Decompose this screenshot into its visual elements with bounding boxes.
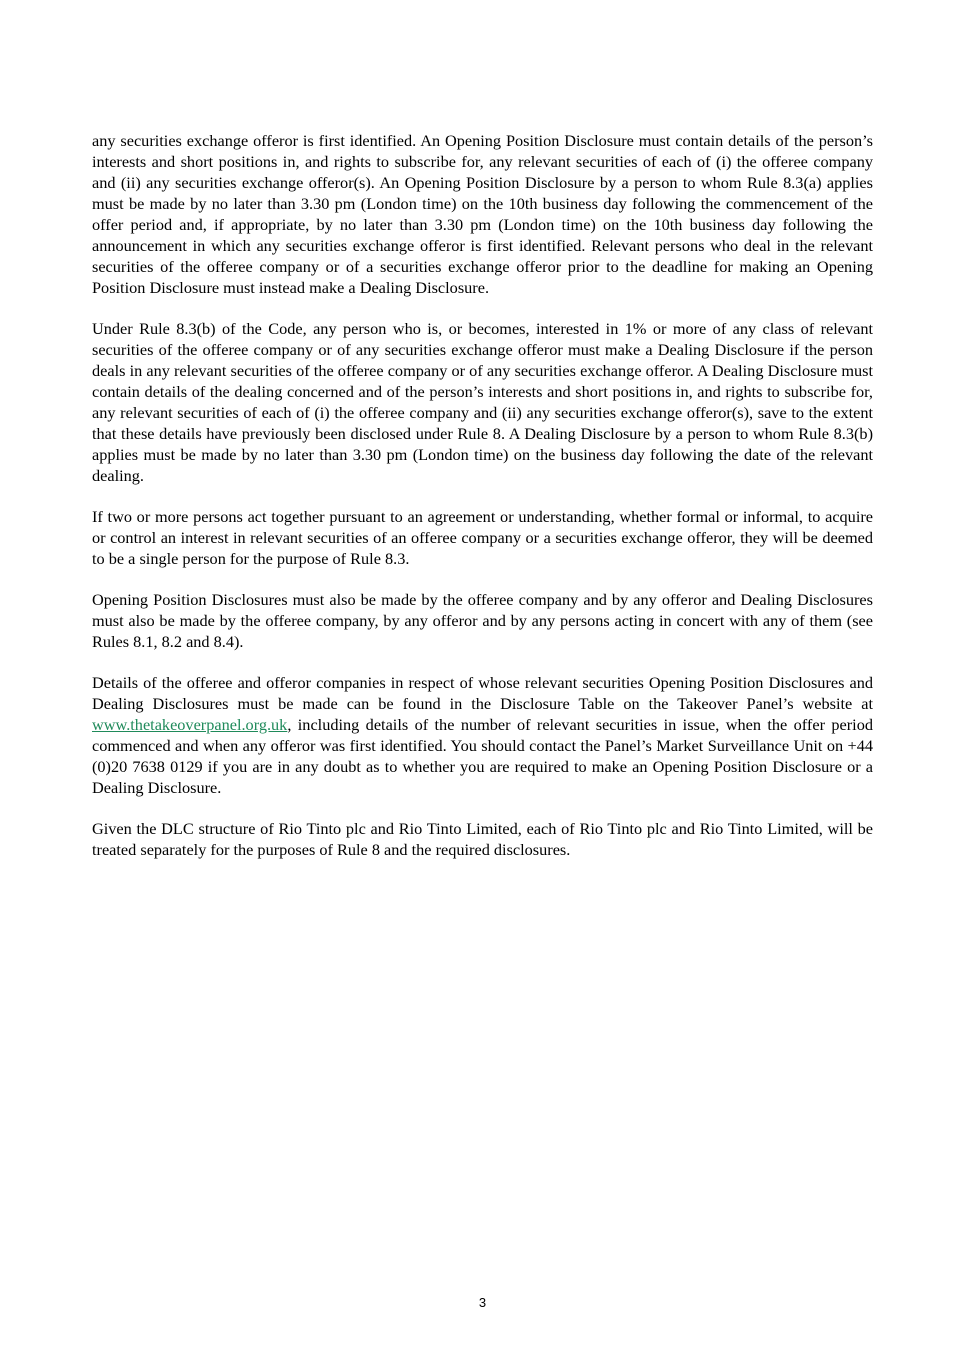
paragraph-dlc-structure: Given the DLC structure of Rio Tinto plc and Rio Tinto Limited, each of Rio Tinto plc and Rio Tinto Limited, will be treated separately for the purposes of Rule 8 and the required disclosures. — [92, 819, 873, 859]
takeover-panel-link[interactable]: www.thetakeoverpanel.org.uk — [92, 715, 288, 734]
body-text — [92, 130, 873, 880]
paragraph-disclosure-table — [92, 672, 873, 798]
paragraph-offeree-disclosures: Opening Position Disclosures must also be made by the offeree company and by any offeror and Dealing Disclosures must also be made by the offeree company, by any offeror and by any persons acting in concert with any of them (see Rules 8.1, 8.2 and 8.4). — [92, 590, 873, 651]
paragraph-dealing-disclosure: Under Rule 8.3(b) of the Code, any person who is, or becomes, interested in 1% or more of any class of relevant securities of the offeree company or of any securities exchange offeror must make a Dealing Disclosure if the person deals in any relevant securities of the offeree company or of any securities exchange offeror. A Dealing Disclosure must contain details of the dealing concerned and of the person’s interests and short positions in, and rights to subscribe for, any relevant securities of each of (i) the offeree company and (ii) any securities exchange offeror(s), save to the extent that these details have previously been disclosed under Rule 8. A Dealing Disclosure by a person to whom Rule 8.3(b) applies must be made by no later than 3.30 pm (London time) on the business day following the date of the relevant dealing. — [92, 319, 873, 485]
paragraph-opening-position-disclosure: any securities exchange offeror is first identified. An Opening Position Disclosure must contain details of the person’s interests and short positions in, and rights to subscribe for, any relevant securities of each of (i) the offeree company and (ii) any securities exchange offeror(s). An Opening Position Disclosure by a person to whom Rule 8.3(a) applies must be made by no later than 3.30 pm (London time) on the 10th business day following the commencement of the offer period and, if appropriate, by no later than 3.30 pm (London time) on the 10th business day following the announcement in which any securities exchange offeror is first identified. Relevant persons who deal in the relevant securities of the offeree company or of a securities exchange offeror prior to the deadline for making an Opening Position Disclosure must instead make a Dealing Disclosure. — [92, 131, 873, 297]
page-number: 3 — [478, 1295, 487, 1310]
paragraph-text-after-link: , including details of the number of relevant securities in issue, when the offer period commenced and when any offeror was first identified. You should contact the Panel’s Market Surveillance Unit on +44 (0)20 7638 0129 if you are in any doubt as to whether you are required to make an Opening Position Disclosure or a Dealing Disclosure. — [92, 715, 873, 797]
paragraph-text-before-link: Details of the offeree and offeror companies in respect of whose relevant securities Opening Position Disclosures and Dealing Disclosures must be made can be found in the Disclosure Table on the Takeover Panel’s website at — [92, 673, 873, 713]
paragraph-persons-acting-together: If two or more persons act together pursuant to an agreement or understanding, whether formal or informal, to acquire or control an interest in relevant securities of an offeree company or a securities exchange offeror, they will be deemed to be a single person for the purpose of Rule 8.3. — [92, 507, 873, 568]
